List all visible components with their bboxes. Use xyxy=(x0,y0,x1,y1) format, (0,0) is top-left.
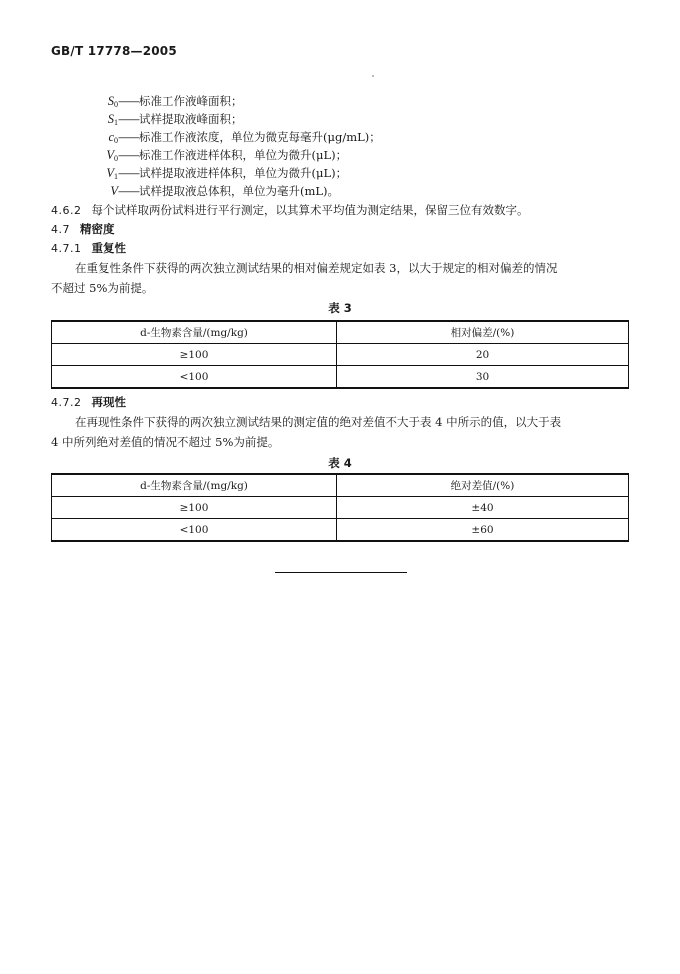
document-end-rule xyxy=(275,572,407,573)
paragraph-line: 4 中所列绝对差值的情况不超过 5%为前提。 xyxy=(51,435,280,449)
section-number: 4.6.2 xyxy=(51,204,82,217)
table-header-row xyxy=(52,474,629,497)
variable-definition: V——试样提取液总体积，单位为毫升(mL)。 xyxy=(68,182,428,200)
variable-definition: $S_0——$标准工作液峰面积； xyxy=(68,92,428,110)
paragraph-line: 在再现性条件下获得的两次独立测试结果的测定值的绝对差值不大于表 4 中所示的值，以大于表 xyxy=(75,415,562,429)
scan-speck xyxy=(372,75,374,77)
variable-definition: $V_0——$标准工作液进样体积，单位为微升(μL)； xyxy=(68,146,428,164)
section-title: 再现性 xyxy=(91,395,126,409)
section-title: 重复性 xyxy=(91,241,126,255)
variable-description: 标准工作液浓度，单位为微克每毫升(μg/mL)； xyxy=(139,130,381,144)
table-cell: ±40 xyxy=(337,497,629,519)
table-row xyxy=(52,344,629,366)
section-number: 4.7.2 xyxy=(51,396,82,409)
section-number: 4.7 xyxy=(51,223,70,236)
table-cell: <100 xyxy=(52,366,337,389)
table-3 xyxy=(51,320,629,389)
table-cell: 20 xyxy=(337,344,629,366)
table-header-cell: d-生物素含量/(mg/kg) xyxy=(52,321,337,344)
table-header-cell: 绝对差值/(%) xyxy=(337,474,629,497)
table-header-cell: 相对偏差/(%) xyxy=(337,321,629,344)
variable-description: 标准工作液峰面积； xyxy=(139,94,243,108)
section-4-7-1-heading xyxy=(51,239,126,258)
variable-description: 标准工作液进样体积，单位为微升(μL)； xyxy=(139,148,348,162)
table-header-cell: d-生物素含量/(mg/kg) xyxy=(52,474,337,497)
variable-symbol: $S_0$ xyxy=(107,94,118,109)
variable-description: 试样提取液进样体积，单位为微升(μL)； xyxy=(139,166,348,180)
table-row xyxy=(52,366,629,389)
table-cell: ≥100 xyxy=(52,344,337,366)
paragraph-line: 不超过 5%为前提。 xyxy=(51,281,154,295)
variable-symbol: $V_1$ xyxy=(106,166,118,181)
variable-symbol: V xyxy=(110,184,118,198)
table-row xyxy=(52,519,629,542)
table-4 xyxy=(51,473,629,542)
section-4-7-heading xyxy=(51,220,115,239)
variable-definition: $V_1——$试样提取液进样体积，单位为微升(μL)； xyxy=(68,164,428,182)
table-row xyxy=(52,497,629,519)
variable-definition: $S_1——$试样提取液峰面积； xyxy=(68,110,428,128)
variable-symbol: $c_0$ xyxy=(108,130,118,145)
section-4-7-2-heading xyxy=(51,393,126,412)
variable-symbol: $S_1$ xyxy=(107,112,118,127)
standard-code: GB/T 17778—2005 xyxy=(51,44,177,58)
variable-description: 试样提取液峰面积； xyxy=(139,112,243,126)
table-3-caption: 表 3 xyxy=(328,301,352,315)
variable-definition: $c_0——$标准工作液浓度，单位为微克每毫升(μg/mL)； xyxy=(68,128,428,146)
section-title: 精密度 xyxy=(80,222,115,236)
variable-symbol: $V_0$ xyxy=(106,148,118,163)
variable-description: 试样提取液总体积，单位为毫升(mL)。 xyxy=(139,184,340,198)
table-header-row xyxy=(52,321,629,344)
table-4-caption: 表 4 xyxy=(328,456,352,470)
table-cell: 30 xyxy=(337,366,629,389)
table-cell: ±60 xyxy=(337,519,629,542)
table-cell: ≥100 xyxy=(52,497,337,519)
section-number: 4.7.1 xyxy=(51,242,82,255)
clause-4-6-2 xyxy=(51,201,529,220)
clause-text: 每个试样取两份试料进行平行测定，以其算术平均值为测定结果，保留三位有效数字。 xyxy=(91,203,529,217)
table-cell: <100 xyxy=(52,519,337,542)
paragraph-line: 在重复性条件下获得的两次独立测试结果的相对偏差规定如表 3，以大于规定的相对偏差的情况 xyxy=(75,261,558,275)
